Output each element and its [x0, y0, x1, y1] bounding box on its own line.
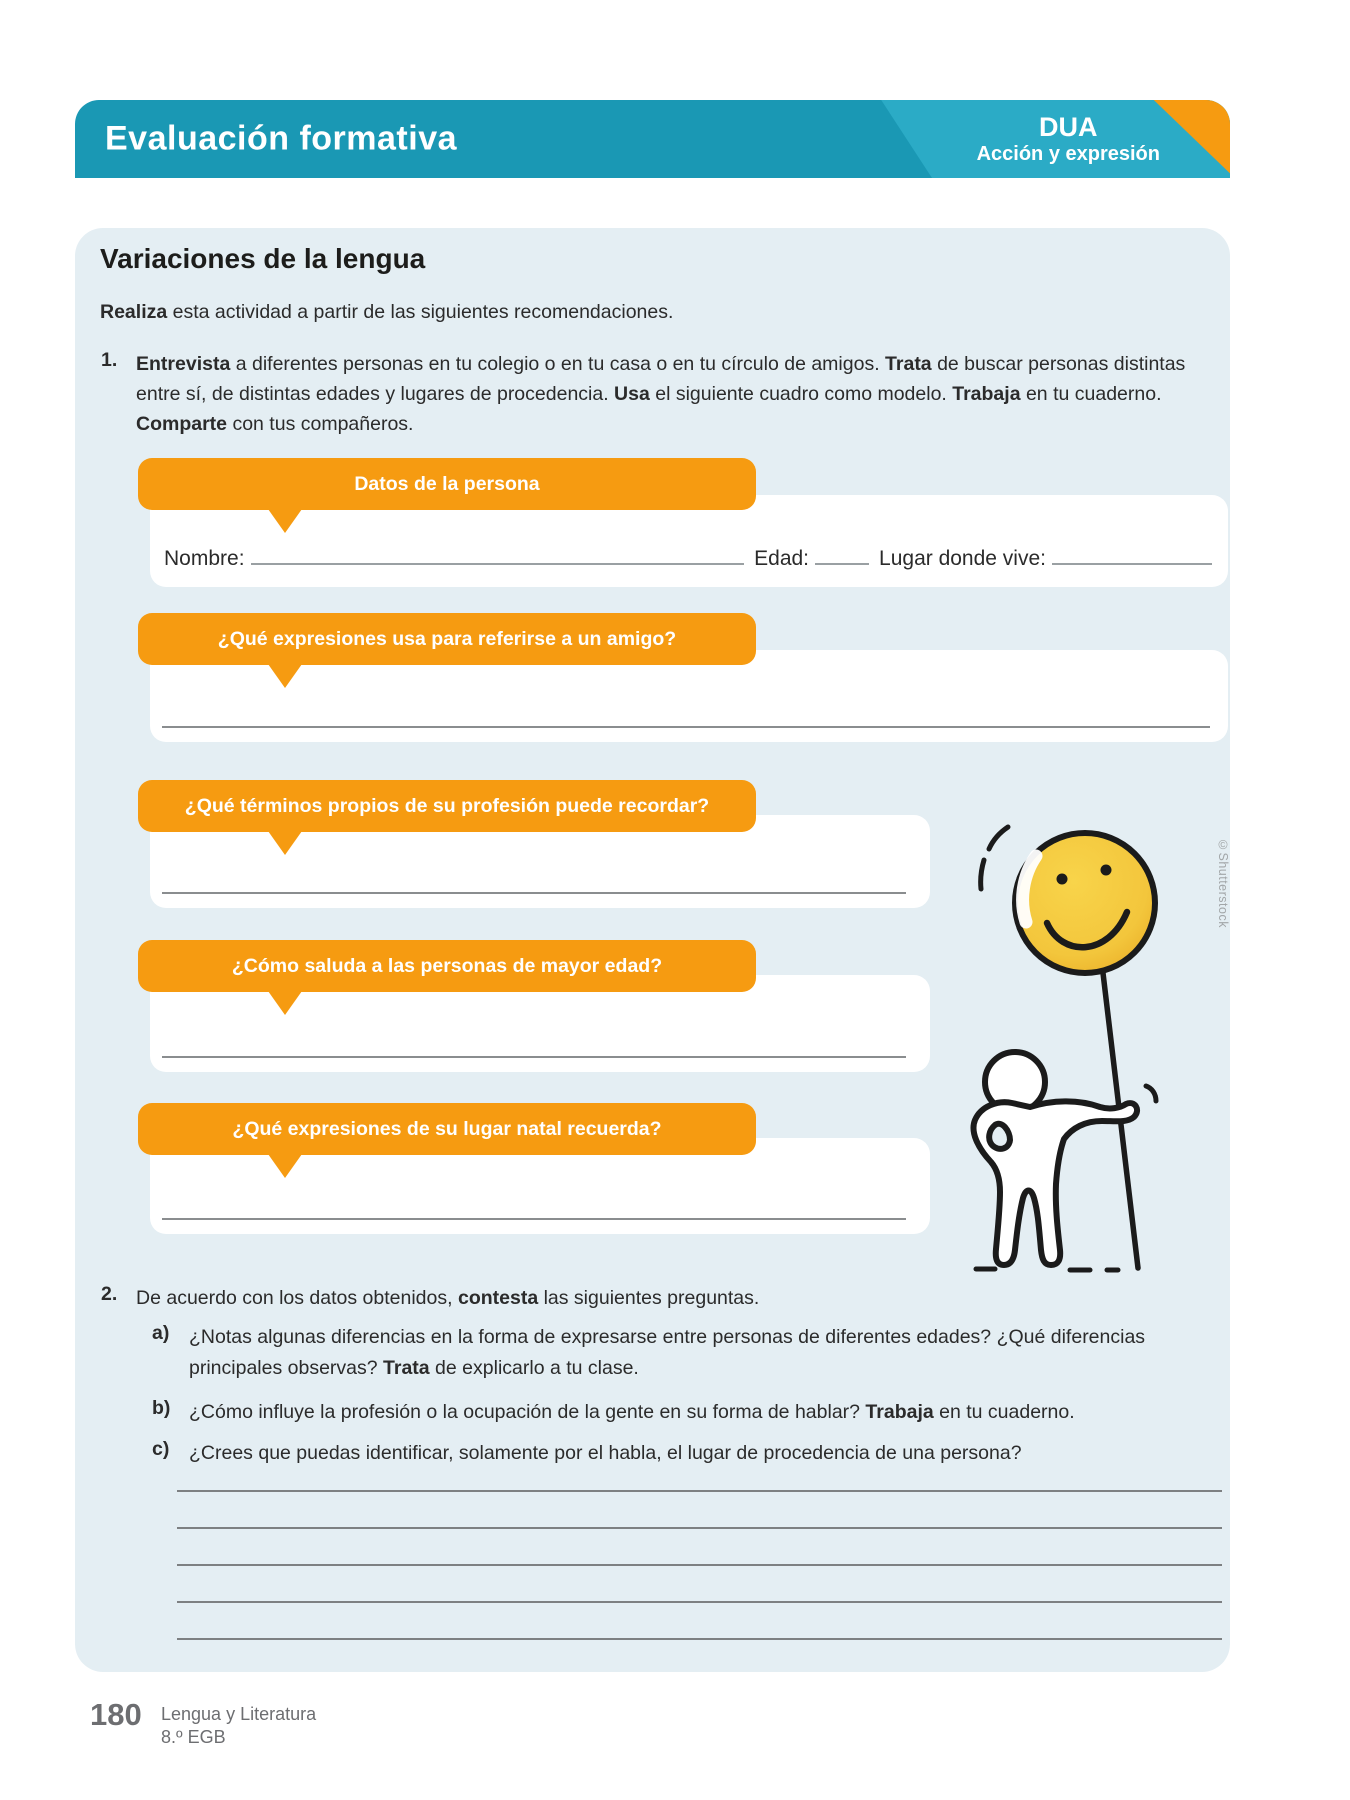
item-1-seg-1: a diferentes personas en tu colegio o en tu casa o en tu círculo de amigos. — [230, 353, 886, 375]
figure-body — [973, 1101, 1137, 1265]
tab-datos-persona: Datos de la persona — [138, 458, 756, 510]
header-bar — [75, 100, 1230, 178]
tab-expresiones-amigo: ¿Qué expresiones usa para referirse a un amigo? — [138, 613, 756, 665]
question-c-seg-1: ¿Crees que puedas identificar, solamente por el habla, el lugar de procedencia de una persona? — [189, 1442, 1022, 1464]
item-2-bold-contesta: contesta — [457, 1287, 539, 1309]
write-line-lugar-natal[interactable] — [162, 1218, 906, 1220]
page-header-title: Evaluación formativa — [105, 119, 458, 158]
smiley-balloon-illustration — [950, 780, 1260, 1290]
dua-subtitle: Acción y expresión — [976, 143, 1160, 166]
item-1-bold-entrevista: Entrevista — [136, 353, 231, 375]
question-a-seg-2: de explicarlo a tu clase. — [429, 1357, 639, 1380]
answer-line-5[interactable] — [177, 1638, 1222, 1640]
item-1-bold-trabaja: Trabaja — [952, 383, 1021, 406]
activity-title: Variaciones de la lengua — [100, 243, 426, 274]
item-1-number: 1. — [101, 349, 118, 371]
tab-pointer-4 — [268, 991, 302, 1015]
item-1-seg-3: el siguiente cuadro como modelo. — [649, 383, 953, 406]
field-line-edad[interactable] — [815, 543, 869, 565]
tab-lugar-natal: ¿Qué expresiones de su lugar natal recuerda? — [138, 1103, 756, 1155]
stick-figure — [973, 1052, 1137, 1270]
item-2-seg-1: De acuerdo con los datos obtenidos, — [136, 1287, 458, 1309]
smiley-left-eye — [1057, 874, 1068, 885]
footer-page-number: 180 — [90, 1697, 142, 1732]
field-label-nombre: Nombre: — [164, 547, 245, 570]
field-line-nombre[interactable] — [251, 543, 745, 565]
item-1-seg-5: con tus compañeros. — [227, 413, 414, 436]
footer-subject: Lengua y Literatura — [161, 1704, 317, 1724]
answer-line-4[interactable] — [177, 1601, 1222, 1603]
smiley-right-eye — [1101, 865, 1112, 876]
ground-dashes — [976, 1269, 1118, 1270]
question-b-seg-2: en tu cuaderno. — [933, 1401, 1075, 1423]
item-1-bold-trata: Trata — [885, 353, 932, 375]
question-b-text — [189, 1397, 1233, 1428]
footer-course-info — [161, 1703, 316, 1748]
question-c-text — [189, 1438, 1233, 1469]
question-a-bold-trata: Trata — [383, 1357, 430, 1380]
dua-badge — [977, 112, 1160, 166]
smiley-balloon-face — [1015, 833, 1155, 973]
field-line-lugar[interactable] — [1052, 543, 1212, 565]
intro-text: esta actividad a partir de las siguientes recomendaciones. — [167, 301, 674, 323]
item-1-bold-comparte: Comparte — [136, 413, 228, 436]
tab-pointer-5 — [268, 1154, 302, 1178]
tab-saluda-mayores: ¿Cómo saluda a las personas de mayor edad? — [138, 940, 756, 992]
tab-pointer-3 — [268, 831, 302, 855]
tab-pointer-2 — [268, 664, 302, 688]
item-2-number: 2. — [101, 1283, 118, 1305]
question-b-bold-trabaja: Trabaja — [865, 1401, 934, 1423]
item-1-seg-2: de buscar personas distintas entre sí, de distintas edades y lugares de procedencia. — [136, 353, 1186, 406]
write-line-terminos-profesion[interactable] — [162, 892, 906, 894]
footer-grade: 8.º EGB — [161, 1726, 226, 1747]
write-line-saluda-mayores[interactable] — [162, 1056, 906, 1058]
field-label-edad: Edad: — [754, 547, 810, 570]
item-2-seg-2: las siguientes preguntas. — [538, 1287, 760, 1309]
tab-pointer-1 — [268, 509, 302, 533]
field-label-lugar: Lugar donde vive: — [879, 547, 1046, 570]
question-a-marker: a) — [152, 1322, 170, 1344]
question-a-seg-1: ¿Notas algunas diferencias en la forma de expresarse entre personas de diferentes edades? ¿Qué diferencias principales observas? — [189, 1326, 1146, 1380]
item-1-seg-4: en tu cuaderno. — [1020, 383, 1162, 406]
write-line-expresiones-amigo[interactable] — [162, 726, 1210, 728]
item-1-bold-usa: Usa — [614, 383, 650, 406]
question-b-seg-1: ¿Cómo influye la profesión o la ocupación de la gente en su forma de hablar? — [189, 1401, 866, 1423]
intro-bold: Realiza — [100, 301, 168, 323]
question-a-text — [189, 1322, 1233, 1384]
shutterstock-credit: ©Shutterstock — [1216, 838, 1230, 928]
answer-line-3[interactable] — [177, 1564, 1222, 1566]
activity-intro — [100, 301, 673, 324]
question-c-marker: c) — [152, 1438, 170, 1460]
dua-label: DUA — [1039, 111, 1098, 142]
question-b-marker: b) — [152, 1397, 171, 1419]
item-1-text — [136, 349, 1232, 440]
answer-line-1[interactable] — [177, 1490, 1222, 1492]
tab-terminos-profesion: ¿Qué términos propios de su profesión puede recordar? — [138, 780, 756, 832]
person-data-fields — [164, 543, 1212, 571]
answer-line-2[interactable] — [177, 1527, 1222, 1529]
